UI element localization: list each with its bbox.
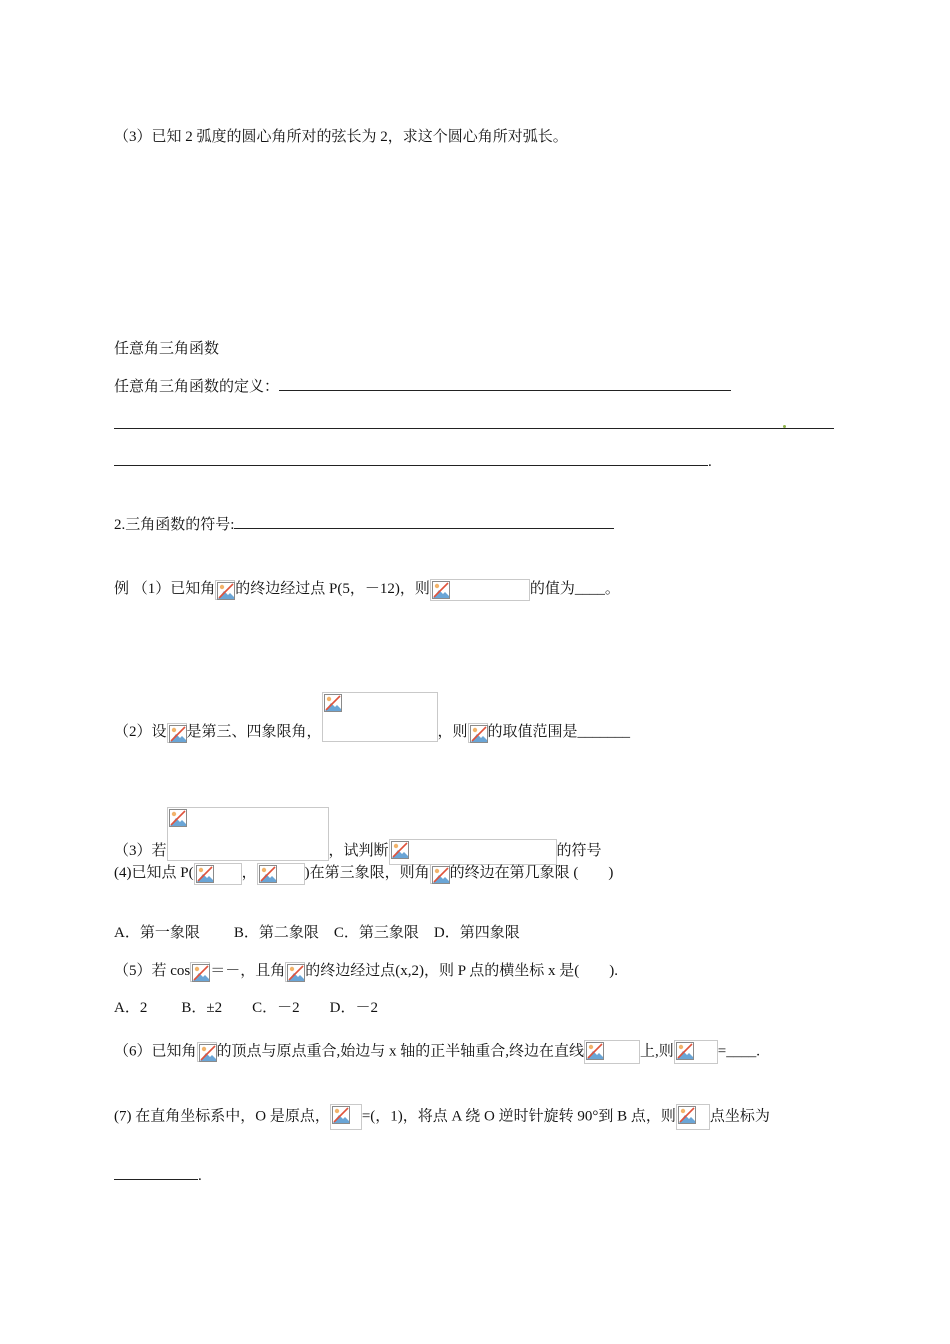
- example-7-answer: [114, 1164, 202, 1187]
- question-3-text: （3）已知 2 弧度的圆心角所对的弦长为 2，求这个圆心角所对弧长。: [114, 129, 568, 145]
- section-title: [114, 338, 219, 360]
- choice-b: B．第二象限: [233, 925, 319, 941]
- formula-image: [674, 1040, 718, 1064]
- example-7-end: .: [198, 1168, 202, 1184]
- example-4-comma: ，: [241, 865, 257, 881]
- sign-line: [114, 513, 614, 536]
- broken-image-icon: [217, 582, 235, 600]
- broken-image-icon: [470, 725, 488, 743]
- formula-image: [167, 723, 187, 743]
- choice-a: A．2: [114, 1000, 148, 1016]
- broken-image-icon: [678, 1106, 696, 1124]
- example-7: [114, 1104, 770, 1130]
- formula-image: [167, 807, 329, 861]
- formula-image: [197, 1042, 217, 1062]
- formula-image: [257, 863, 305, 885]
- example-2-prefix: （2）设: [114, 724, 167, 740]
- choice-b: B．±2: [181, 1000, 223, 1016]
- example-6-mid: 的顶点与原点重合,始边与 x 轴的正半轴重合,终边在直线: [216, 1043, 585, 1060]
- formula-image: [468, 723, 488, 743]
- example-2: [114, 692, 630, 743]
- definition-label: 任意角三角函数的定义：: [114, 379, 280, 395]
- formula-image: [194, 863, 242, 885]
- formula-image: [430, 579, 530, 601]
- choice-c: C．－2: [252, 1000, 300, 1016]
- formula-image: [190, 962, 210, 982]
- answer-blank[interactable]: [234, 513, 614, 529]
- example-7-prefix: (7) 在直角坐标系中，O 是原点，: [114, 1108, 330, 1125]
- example-2-mid2: ，则: [437, 724, 468, 740]
- line-end-period: .: [708, 454, 712, 470]
- answer-blank[interactable]: [114, 1164, 198, 1180]
- formula-image: [584, 1040, 640, 1064]
- formula-image: [676, 1104, 710, 1130]
- example-4: [114, 862, 613, 885]
- example-6-prefix: （6）已知角: [114, 1043, 197, 1060]
- broken-image-icon: [192, 964, 210, 982]
- choice-a: A．第一象限: [114, 925, 200, 941]
- example-5-suffix: 的终边经过点(x,2)，则 P 点的横坐标 x 是( ).: [305, 963, 619, 979]
- example-2-mid1: 是第三、四象限角，: [186, 724, 322, 740]
- broken-image-icon: [586, 1042, 604, 1060]
- example-6-mid2: 上,则: [640, 1043, 674, 1060]
- broken-image-icon: [199, 1044, 217, 1062]
- broken-image-icon: [196, 865, 214, 883]
- formula-image: [430, 864, 450, 884]
- example-3: [114, 807, 602, 865]
- example-1-mid: 的终边经过点 P(5，－12)，则: [235, 581, 430, 597]
- choices-4: [114, 922, 520, 944]
- broken-image-icon: [259, 865, 277, 883]
- example-3-suffix: 的符号: [556, 843, 602, 859]
- broken-image-icon: [676, 1042, 694, 1060]
- marker-dot: [783, 425, 786, 428]
- example-6: [114, 1040, 760, 1064]
- formula-image: [330, 1104, 362, 1130]
- definition-line-3: [114, 450, 712, 473]
- broken-image-icon: [432, 581, 450, 599]
- broken-image-icon: [169, 809, 187, 827]
- sign-label: 2.三角函数的符号:: [114, 517, 235, 533]
- answer-blank[interactable]: [279, 375, 731, 391]
- broken-image-icon: [432, 866, 450, 884]
- example-1-suffix: 的值为____。: [529, 581, 620, 597]
- definition-line-2: [114, 413, 834, 436]
- choice-d: D．－2: [329, 1000, 378, 1016]
- formula-image: [322, 692, 438, 742]
- example-5: [114, 960, 618, 982]
- answer-blank[interactable]: [114, 413, 834, 429]
- broken-image-icon: [169, 725, 187, 743]
- example-3-mid: ，试判断: [328, 843, 389, 859]
- example-4-prefix: (4)已知点 P(: [114, 865, 194, 881]
- formula-image: [215, 580, 235, 600]
- formula-image: [389, 839, 557, 865]
- choices-5: [114, 997, 378, 1019]
- broken-image-icon: [332, 1106, 350, 1124]
- broken-image-icon: [324, 694, 342, 712]
- example-4-suffix1: )在第三象限，则角: [304, 865, 430, 881]
- example-1: [114, 578, 620, 601]
- question-3: [114, 126, 568, 148]
- choice-d: D．第四象限: [433, 925, 520, 941]
- formula-image: [285, 962, 305, 982]
- choice-c: C．第三象限: [333, 925, 419, 941]
- example-5-prefix: （5）若 cos: [114, 963, 191, 979]
- example-4-suffix2: 的终边在第几象限 ( ): [449, 865, 614, 881]
- example-7-mid: =(，1)，将点 A 绕 O 逆时针旋转 90°到 B 点，则: [361, 1108, 676, 1125]
- answer-blank[interactable]: [114, 450, 708, 466]
- example-6-suffix: =____.: [717, 1043, 761, 1060]
- section-title-text: 任意角三角函数: [114, 341, 220, 357]
- definition-line: [114, 375, 731, 398]
- example-1-prefix: 例 （1）已知角: [114, 581, 216, 597]
- example-2-suffix: 的取值范围是_______: [487, 724, 631, 740]
- example-5-mid: ＝－，且角: [210, 963, 286, 979]
- example-3-prefix: （3）若: [114, 843, 167, 859]
- broken-image-icon: [391, 841, 409, 859]
- broken-image-icon: [287, 964, 305, 982]
- example-7-suffix: 点坐标为: [709, 1108, 770, 1125]
